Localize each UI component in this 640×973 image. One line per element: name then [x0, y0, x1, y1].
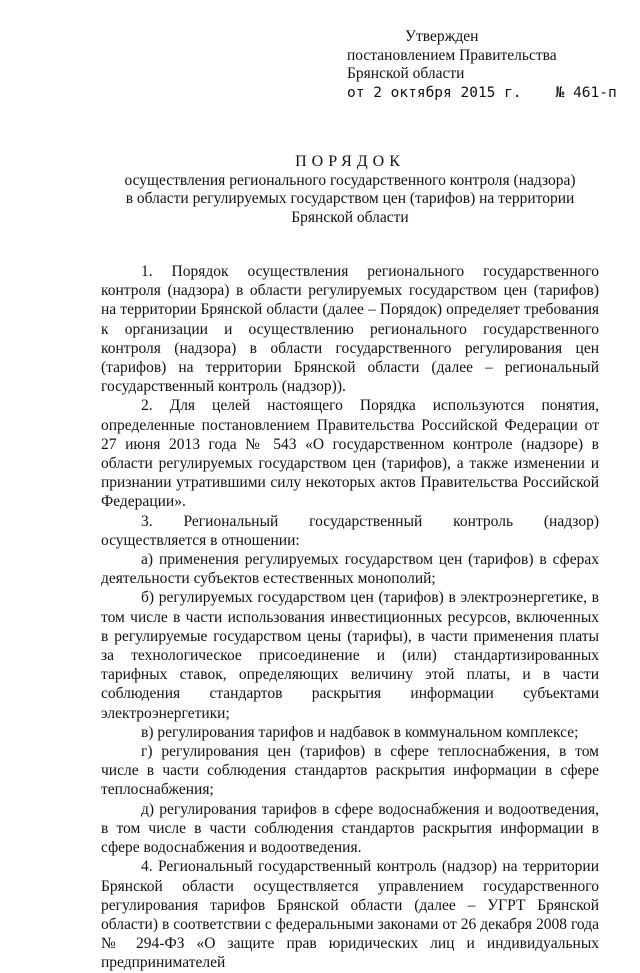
approval-date: от 2 октября 2015 г.: [347, 84, 522, 101]
paragraph-4: 4. Региональный государственный контроль (надзор) на территории Брянской области осуществляется управлением государственного регулирования тарифов Брянской области (далее – УГРТ Брянской области) в соответствии с федеральными законами от 26 декабря 2008 года № 294-ФЗ «О защите прав юридических лиц и индивидуальных предпринимателей: [101, 858, 599, 972]
title-line-1: осуществления регионального государственного контроля (надзора): [124, 171, 576, 189]
approval-date-number: [347, 84, 617, 103]
document-body: [101, 262, 599, 973]
paragraph-3a: а) применения регулируемых государством цен (тарифов) в сферах деятельности субъектов естественных монополий;: [101, 551, 599, 588]
approval-line-approved: Утвержден: [405, 28, 479, 45]
paragraph-3d: г) регулирования цен (тарифов) в сфере теплоснабжения, в том числе в части соблюдения стандартов раскрытия информации в сфере теплоснабжения;: [101, 743, 599, 799]
title-heading: ПОРЯДОК: [295, 153, 405, 170]
paragraph-3: 3. Региональный государственный контроль (надзор) осуществляется в отношении:: [101, 512, 599, 549]
approval-line-resolution: постановлением Правительства: [347, 46, 557, 64]
paragraph-3b: б) регулируемых государством цен (тарифов) в электроэнергетике, в том числе в части использования инвестиционных ресурсов, включенных в регулируемые государством цены (тарифы), в части применения платы за технологическое присоединение и (или) стандартизированных тарифных ставок, определяющих величину этой платы, и в части соблюдения стандартов раскрытия информации субъектами электроэнергетики;: [101, 589, 599, 722]
paragraph-3c: в) регулирования тарифов и надбавок в коммунальном комплексе;: [141, 723, 579, 741]
approval-line-region: Брянской области: [347, 65, 465, 82]
approval-block: [347, 28, 617, 102]
title-line-3: Брянской области: [291, 208, 409, 226]
paragraph-2: 2. Для целей настоящего Порядка используются понятия, определенные постановлением Правительства Российской Федерации от 27 июня 2013 года № 543 «О государственном контроле (надзоре) в области регулируемых государством цен (тарифов), а также изменении и признании утратившими силу некоторых актов Правительства Российской Федерации».: [101, 397, 599, 511]
approval-number: № 461-п: [555, 84, 617, 101]
document-title: [100, 153, 600, 227]
paragraph-3e: д) регулирования тарифов в сфере водоснабжения и водоотведения, в том числе в части соблюдения стандартов раскрытия информации в сфере водоснабжения и водоотведения.: [101, 800, 599, 857]
paragraph-1: 1. Порядок осуществления регионального государственного контроля (надзора) в области регулируемых государством цен (тарифов) на территории Брянской области (далее – Порядок) определяет требования к организации и осуществлению регионального государственного контроля (надзора) в области государственного регулирования цен (тарифов) на территории Брянской области (далее – региональный государственный контроль (надзор)).: [101, 263, 599, 396]
title-line-2: в области регулируемых государством цен (тарифов) на территории: [125, 190, 575, 207]
